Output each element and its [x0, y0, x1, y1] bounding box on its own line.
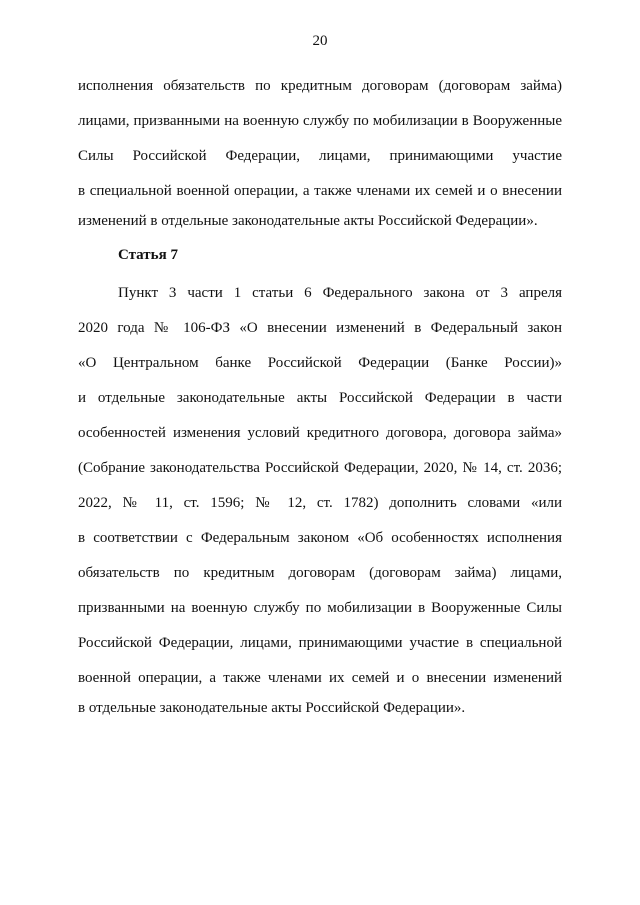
text-line: обязательств по кредитным договорам (договорам займа) лицами,	[78, 565, 562, 581]
text-line: исполнения обязательств по кредитным договорам (договорам займа)	[78, 78, 562, 94]
text-line: и отдельные законодательные акты Российской Федерации в части	[78, 390, 562, 406]
article-heading: Статья 7	[118, 247, 178, 263]
text-line: особенностей изменения условий кредитного договора, договора займа»	[78, 425, 562, 441]
text-line: призванными на военную службу по мобилизации в Вооруженные Силы	[78, 600, 562, 616]
text-line: лицами, призванными на военную службу по мобилизации в Вооруженные	[78, 113, 562, 129]
text-line: в соответствии с Федеральным законом «Об особенностях исполнения	[78, 530, 562, 546]
text-line: изменений в отдельные законодательные акты Российской Федерации».	[78, 213, 538, 229]
page-number: 20	[312, 33, 328, 49]
text-line: Российской Федерации, лицами, принимающими участие в специальной	[78, 635, 562, 651]
text-line: в специальной военной операции, а также членами их семей и о внесении	[78, 183, 562, 199]
text-line: в отдельные законодательные акты Российской Федерации».	[78, 700, 466, 716]
text-line: 2022, № 11, ст. 1596; № 12, ст. 1782) дополнить словами «или	[78, 495, 562, 511]
text-line: Пункт 3 части 1 статьи 6 Федерального закона от 3 апреля	[118, 285, 562, 301]
text-line: Силы Российской Федерации, лицами, принимающими участие	[78, 148, 562, 164]
text-line: 2020 года № 106-ФЗ «О внесении изменений в Федеральный закон	[78, 320, 562, 336]
text-line: военной операции, а также членами их семей и о внесении изменений	[78, 670, 562, 686]
text-line: (Собрание законодательства Российской Федерации, 2020, № 14, ст. 2036;	[78, 460, 562, 476]
text-line: «О Центральном банке Российской Федерации (Банке России)»	[78, 355, 562, 371]
